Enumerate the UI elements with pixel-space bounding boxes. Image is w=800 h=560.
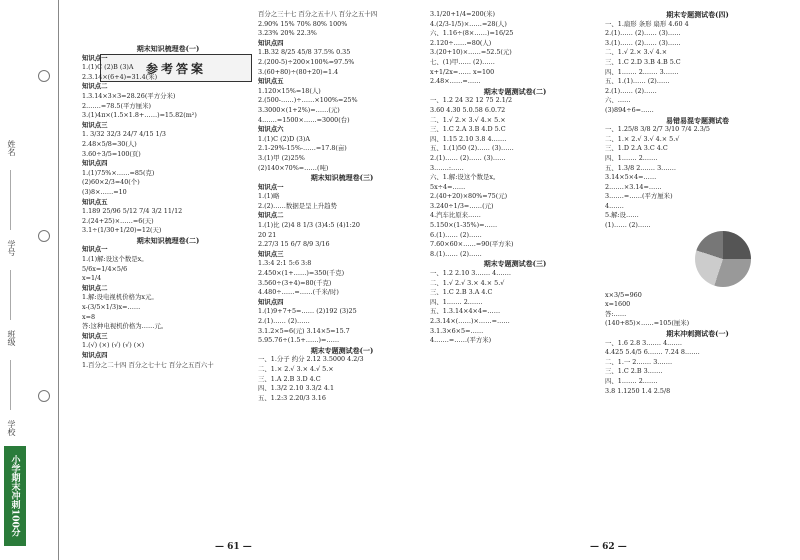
knowledge-point-heading: 知识点五 — [258, 77, 284, 86]
answer-line: x+1/2x=…… x=100 — [430, 67, 495, 76]
answer-line: 二、1.√ 2.× 3.√ 4.× — [605, 48, 668, 57]
answer-line: 3.1/20+1/4=200(米) — [430, 10, 496, 18]
answer-line: 5.解:设…… — [605, 211, 639, 220]
answer-line: 2.(500-……)÷……×100%=25% — [258, 96, 358, 105]
answer-line: 一、1.2 2.10 3.…… 4.…… — [430, 269, 512, 278]
answer-line: (1)…… (2)…… — [605, 221, 651, 230]
answer-column-2 — [258, 10, 426, 403]
knowledge-point-heading: 知识点三 — [258, 249, 284, 258]
answer-line: 2.(200-5)÷200×100%=97.5% — [258, 57, 355, 66]
answer-line: 1.3.14×3×3=28.26(平方分米) — [82, 91, 176, 100]
answer-line: 五、1.3.14×4×4=…… — [430, 307, 501, 316]
page-number-left: — 61 — — [215, 542, 252, 552]
answer-line: (3)894÷6=…… — [605, 105, 654, 114]
answer-line: (2)60×2/3=40(个) — [82, 178, 140, 187]
answer-line: 3.(1)甲 (2)25% — [258, 153, 305, 162]
pie-chart-figure — [695, 231, 751, 287]
answer-line: 2.120÷……=80(人) — [430, 38, 492, 47]
answer-line: 四、1.15 2.10 3.8 4.…… — [430, 134, 507, 143]
answer-line: 3.3000×(1+2%)=……(元) — [258, 105, 340, 114]
answer-line: 2.(1)…… (2)…… — [258, 317, 310, 325]
section-title: 期末专题测试卷(一) — [310, 345, 374, 355]
section-title: 期末知识梳理卷(一) — [136, 44, 200, 53]
knowledge-point-heading: 知识点二 — [82, 82, 108, 91]
answer-line: 答:这种电视机价格为……元。 — [82, 322, 168, 331]
answer-line: 4.……=……(平方米) — [430, 336, 492, 345]
answer-line: 2.(1)…… (2)…… (3)…… — [605, 29, 681, 38]
answer-line: 一、1.25/8 3/8 2/7 3/10 7/4 2.3/5 — [605, 125, 710, 134]
answer-line: 2.48×……=…… — [430, 77, 481, 86]
answer-line: 1.(1)解:设这个数是x。 — [82, 255, 148, 264]
answer-line: 2.1-29%-15%-……=17.8(亩) — [258, 144, 347, 153]
answer-line: 二、1.√ 2.× 3.√ 4.× 5.× — [430, 115, 506, 124]
answer-line: 3.1.3×6×5=…… — [430, 326, 484, 335]
answer-line: x-(3/5×1/3)x=…… — [82, 303, 141, 312]
answer-line: 一、1.2 24 32 12 75 2.1/2 — [430, 96, 513, 105]
school-label: 学校 — [7, 420, 16, 436]
answer-line: 4.…… — [605, 201, 624, 210]
binding-holes — [38, 70, 52, 500]
answer-line: 1.(1)75%×……=85(克) — [82, 168, 155, 177]
answer-line: 2.(40+20)×80%=75(元) — [430, 192, 508, 201]
answer-line: 2.……×3.14=…… — [605, 182, 662, 191]
answer-line: 百分之三十七 百分之五十八 百分之五十四 — [258, 10, 378, 18]
answer-line: 1.3:4 2:1 5:6 3:8 — [258, 259, 312, 268]
knowledge-point-heading: 知识点二 — [82, 283, 108, 292]
answer-line: 2.48×5/8=30(人) — [82, 139, 137, 148]
answer-line: 四、1.…… 2.…… 3.…… — [605, 67, 679, 76]
answer-line: 3.8 1.1250 1.4 2.5/8 — [605, 386, 671, 395]
section-title: 期末专题测试卷(三) — [483, 259, 547, 269]
answer-column-1 — [82, 44, 254, 370]
student-id-label: 学号 — [7, 240, 16, 256]
answer-line: (140+85)×……=105(厘米) — [605, 319, 690, 328]
knowledge-point-heading: 知识点一 — [258, 182, 284, 191]
answer-line: 7.60×60×……=90(平方米) — [430, 240, 514, 249]
knowledge-point-heading: 知识点六 — [258, 125, 284, 134]
section-title: 期末知识梳理卷(三) — [310, 173, 374, 183]
answer-line: 1.(1)C (2)B (3)A — [82, 63, 134, 72]
answer-line: 3.(60+80)÷(80+20)=1.4 — [258, 67, 339, 76]
binding-margin — [0, 0, 59, 560]
answer-line: 三、1.C 2.B 3.A 4.C — [430, 288, 493, 297]
answer-line: 3.1÷(1/30+1/20)=12(天) — [82, 226, 162, 235]
answer-line: x=8 — [82, 312, 96, 321]
answer-line: 1.B.32 8/25 45/8 37.5% 0.35 — [258, 48, 351, 57]
answer-line: 五、1.(1)…… (2)…… — [605, 77, 670, 86]
answer-line: 6.(1)…… (2)…… — [430, 230, 482, 239]
answer-column-3 — [430, 10, 600, 346]
answer-line: 4.480÷……=……(千米/时) — [258, 288, 339, 297]
answer-line: 七、(1)甲…… (2)…… — [430, 57, 495, 66]
answer-line: 4.425 5.4/5 6.…… 7.24 8.…… — [605, 348, 700, 357]
answer-line: 1.(1)比 (2)4 8 1/3 (3)4:5 (4)1:20 — [258, 221, 360, 230]
answer-line: 3.(1)4π×(1.5×1.8+……)=15.82(m²) — [82, 111, 197, 120]
answer-line: 三、1.A 2.B 3.D 4.C — [258, 374, 321, 383]
answer-line: 2.(24+25)×……=6(天) — [82, 216, 154, 225]
answer-line: 五、1.(1)50 (2)…… (3)…… — [430, 144, 514, 153]
knowledge-point-heading: 知识点五 — [82, 197, 108, 206]
answer-line: 二、1.√ 2.√ 3.× 4.× 5.√ — [430, 278, 505, 287]
answer-line: 三、1.C 2.A 3.B 4.D 5.C — [430, 125, 506, 134]
knowledge-point-heading: 知识点一 — [82, 245, 108, 254]
answer-line: 5.95.76÷(1.5+……)=…… — [258, 336, 340, 345]
answer-line: 20 21 — [258, 230, 277, 239]
answer-line: 3.……:…… — [430, 163, 464, 172]
knowledge-point-heading: 知识点四 — [258, 297, 284, 306]
answer-line: 四、1.…… 2.…… — [430, 297, 483, 306]
answer-line: 一、1.扇形 条形 扇形 4.60 4 — [605, 19, 689, 28]
answer-line: 5x÷4=…… — [430, 182, 466, 191]
knowledge-point-heading: 知识点四 — [82, 159, 108, 168]
section-title: 期末知识梳理卷(二) — [136, 235, 200, 245]
knowledge-point-heading: 知识点一 — [82, 53, 108, 62]
answer-line: 五、1.3/8 2.…… 3.…… — [605, 163, 676, 172]
fill-line — [10, 360, 11, 410]
answer-line: 3.240÷1/3=……(元) — [430, 201, 494, 210]
answer-line: 三、1.C 2.B 3.…… — [605, 367, 663, 376]
knowledge-point-heading: 知识点三 — [82, 120, 108, 129]
answer-line: 4.汽车比原来…… — [430, 211, 481, 220]
answer-line: 4.(2/3-1/5)×……=28(人) — [430, 19, 507, 28]
answer-line: 5.150×(1-35%)=…… — [430, 221, 498, 230]
answer-line: x=1/4 — [82, 274, 102, 283]
section-title: 期末冲刺测试卷(一) — [666, 329, 729, 339]
answer-line: 一、1.分子 约分 2.12 3.5000 4.2/3 — [258, 355, 364, 364]
name-label: 姓名 — [7, 140, 16, 156]
knowledge-point-heading: 知识点四 — [258, 38, 284, 47]
answer-line: 2.27/3 15 6/7 8/9 3/16 — [258, 240, 330, 249]
answer-line: 六、1.解:设这个数是x。 — [430, 173, 500, 182]
brand-logo: 小学期末冲刺100分 — [4, 446, 26, 546]
answer-line: 1.189 25/96 5/12 7/4 3/2 11/12 — [82, 207, 183, 216]
answer-line: 2.(1)…… (2)…… (3)…… — [430, 153, 506, 162]
answer-line: 1.(√) (×) (√) (√) (×) — [82, 341, 145, 350]
answer-line: 2.……=78.5(平方厘米) — [82, 101, 152, 110]
answer-line: 一、1.6 2.8 3.…… 4.…… — [605, 338, 682, 347]
answer-line: 五、1.2:3 2.20/3 3.16 — [258, 393, 326, 402]
section-title: 期末专题测试卷(四) — [666, 10, 729, 19]
answer-line: 3.560÷(3+4)=80(千克) — [258, 278, 332, 287]
answer-line: 1. 3/32 32/3 24/7 4/15 1/3 — [82, 130, 166, 139]
answer-line: 答:…… — [605, 309, 627, 318]
answer-line: 四、1.…… 2.…… — [605, 377, 658, 385]
answer-line: 1.(1)9+7+5=…… (2)192 (3)25 — [258, 307, 357, 316]
answer-line: 四、1.…… 2.…… — [605, 153, 658, 162]
answer-line: 1.(1)略 — [258, 192, 280, 201]
answer-line: 三、1.D 2.A 3.C 4.C — [605, 144, 668, 153]
knowledge-point-heading: 知识点三 — [82, 331, 108, 340]
answer-column-4 — [605, 10, 790, 396]
answer-line: x=1600 — [605, 300, 631, 309]
answer-line: 六、…… — [605, 96, 631, 105]
answer-line: 2.3.14×(6+4)=31.4(米) — [82, 72, 158, 81]
section-title: 易错易混专题测试卷 — [666, 115, 729, 125]
answer-line: 二、1.× 2.√ 3.× 4.√ 5.× — [258, 364, 334, 373]
answer-line: 六、1.16÷(8×……)=16/25 — [430, 29, 514, 38]
answer-line: 2.3.14×(……)×……=…… — [430, 317, 510, 325]
answer-line: (2)140×70%=……(吨) — [258, 163, 329, 172]
answer-line: 5/6x=1/4×5/6 — [82, 264, 128, 273]
answer-line: 2.450×(1+……)=350(千克) — [258, 269, 345, 278]
answer-line: 1.解:设电视机价格为x元。 — [82, 293, 158, 302]
answer-line: 4.……=1500×……=3000(台) — [258, 115, 350, 124]
answer-line: 3.23% 20% 22.3% — [258, 29, 317, 38]
answer-line: 3.60÷3/5=100(页) — [82, 149, 141, 158]
knowledge-point-heading: 知识点四 — [82, 351, 108, 359]
class-label: 班级 — [7, 330, 16, 346]
answer-line: 3.(20+10)×……=52.5(元) — [430, 48, 512, 57]
answer-line: 二、1.一 2.…… 3.…… — [605, 357, 673, 366]
answer-line: 3.14×5×4=…… — [605, 173, 657, 182]
answer-line: 三、1.C 2.D 3.B 4.B 5.C — [605, 57, 681, 66]
answer-line: 3.(1)…… (2)…… (3)…… — [605, 38, 681, 47]
answer-line: 3.……=……(平方厘米) — [605, 192, 673, 201]
page-number-right: — 62 — — [590, 542, 627, 552]
fill-line — [10, 270, 11, 320]
answer-line: 8.(1)…… (2)…… — [430, 249, 482, 258]
fill-line — [10, 170, 11, 230]
answer-key-banner: 参考答案 — [100, 54, 252, 82]
knowledge-point-heading: 知识点二 — [258, 211, 284, 220]
answer-line: 1.百分之二十四 百分之七十七 百分之五百六十 — [82, 360, 214, 369]
answer-line: (3)8×……=10 — [82, 187, 127, 196]
answer-line: 四、1.3/2 2.10 3.3/2 4.1 — [258, 384, 335, 393]
answer-line: 3.60 4.30 5.0.58 6.0.72 — [430, 105, 506, 114]
answer-line: 2.90% 15% 70% 80% 100% — [258, 19, 348, 28]
section-title: 期末专题测试卷(二) — [483, 86, 547, 96]
answer-line: 2.(1)…… (2)…… — [605, 86, 657, 95]
answer-line: x×3/5=960 — [605, 290, 642, 299]
answer-line: 2.(2)……数据是呈上升趋势 — [258, 201, 338, 210]
answer-line: 1.(1)C (2)D (3)A — [258, 134, 310, 143]
answer-line: 二、1.× 2.√ 3.√ 4.× 5.√ — [605, 134, 680, 143]
answer-line: 1.120×15%=18(人) — [258, 86, 321, 95]
answer-line: 3.1.2×5=6(元) 3.14×5=15.7 — [258, 326, 350, 335]
